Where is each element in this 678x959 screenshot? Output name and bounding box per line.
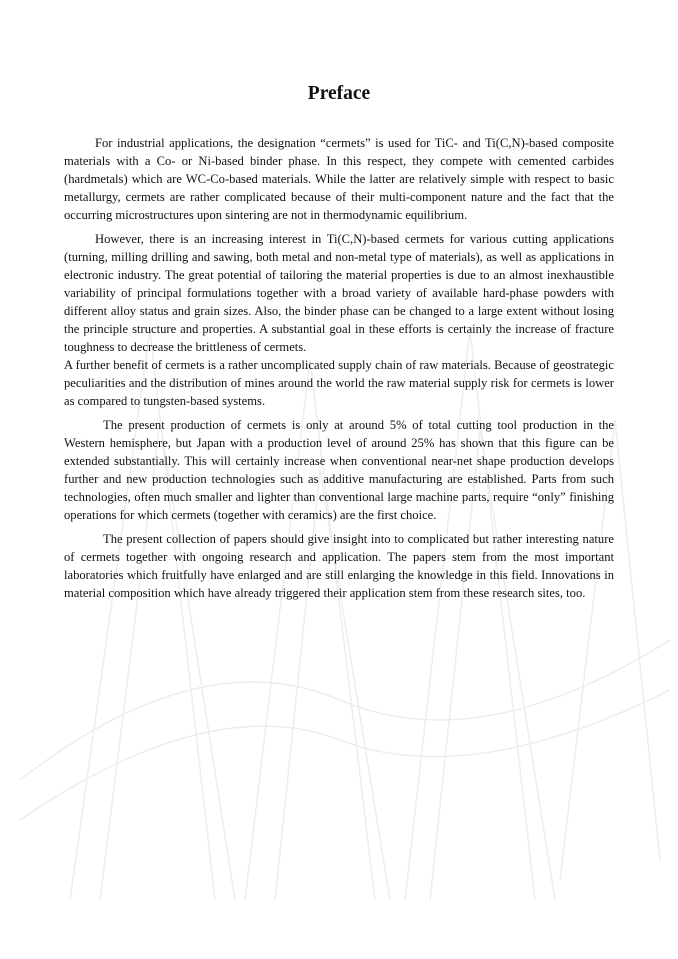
paragraph-4: The present production of cermets is only at around 5% of total cutting tool production in the Western hemisphere, but Japan with a production level of around 25% has shown that this figure can be extended substantially. This will certainly increase when conventional near-net shape production develops further and new production technologies such as additive manufacturing are established. Parts from such technologies, often much smaller and lighter than conventional large machine parts, require “only” finishing operations for which cermets (together with ceramics) are the first choice. — [64, 418, 614, 522]
page-title: Preface — [307, 83, 371, 104]
document-body — [64, 134, 614, 602]
paragraph-1: For industrial applications, the designation “cermets” is used for TiC- and Ti(C,N)-based composite materials with a Co- or Ni-based binder phase. In this respect, they compete with cemented carbides (hardmetals) which are WC-Co-based materials. While the latter are relatively simple with respect to basic metallurgy, cermets are rather complicated because of their multi-component nature and the fact that the occurring microstructures upon sintering are not in thermodynamic equilibrium. — [64, 136, 614, 222]
paragraph-3: A further benefit of cermets is a rather uncomplicated supply chain of raw materials. Because of geostrategic peculiarities and the distribution of mines around the world the raw material supply risk for cermets is lower as compared to tungsten-based systems. — [64, 358, 614, 408]
paragraph-5: The present collection of papers should give insight into to complicated but rather interesting nature of cermets together with ongoing research and application. The papers stem from the most important laboratories which fruitfully have enlarged and are still enlarging the knowledge in this field. Innovations in material composition which have already triggered their application stem from these research sites, too. — [64, 532, 614, 600]
paragraph-2: However, there is an increasing interest in Ti(C,N)-based cermets for various cutting applications (turning, milling drilling and sawing, both metal and non-metal type of materials), as well as applications in electronic industry. The great potential of tailoring the material properties is due to an almost inexhaustible variability of principal formulations together with a broad variety of available hard-phase powders with different alloy status and grain sizes. Also, the binder phase can be changed to a large extent without losing the principle structure and properties. A substantial goal in these efforts is certainly the increase of fracture toughness to decrease the brittleness of cermets. — [64, 232, 614, 354]
